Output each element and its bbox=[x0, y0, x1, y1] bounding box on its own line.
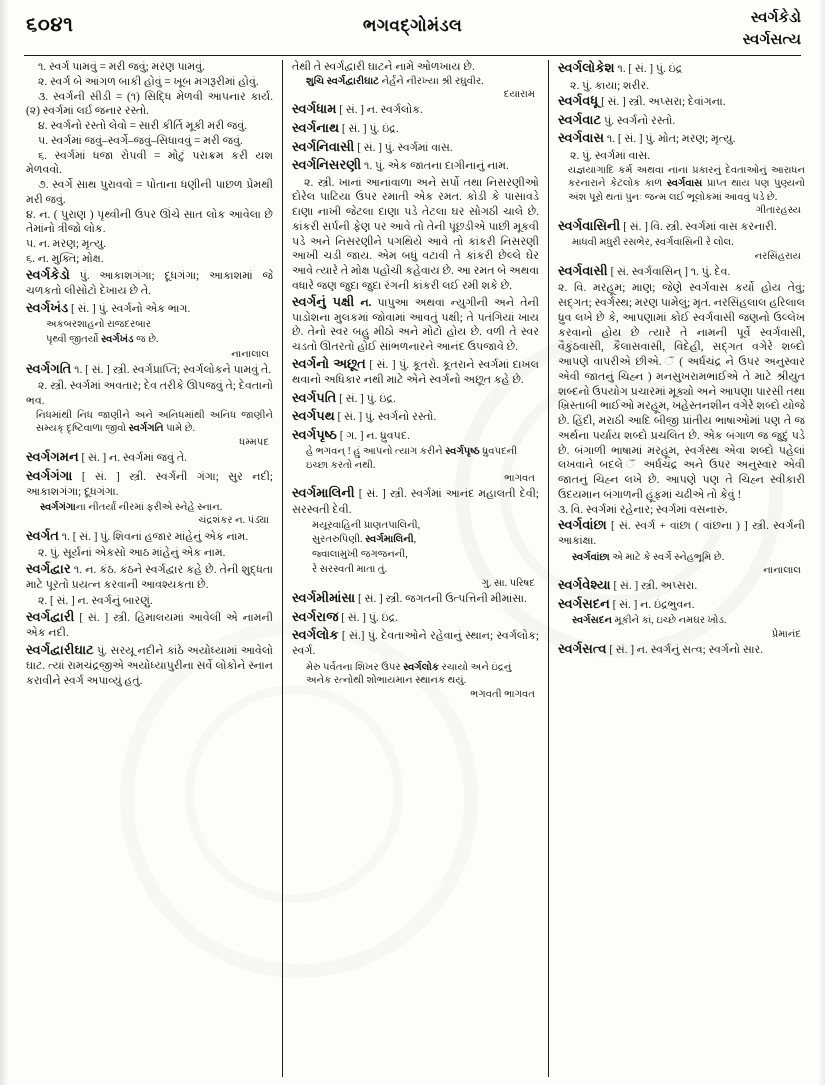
entry-definition: [ સં. ] સ્ત્રી. અપ્સરા. bbox=[610, 580, 698, 593]
dictionary-entry bbox=[292, 627, 539, 659]
dictionary-entry bbox=[26, 528, 273, 545]
dictionary-entry bbox=[292, 590, 539, 607]
dictionary-entry bbox=[292, 390, 539, 407]
verse-line: સુરતરુપિણી. સ્વર્ગમાલિની, bbox=[312, 534, 417, 546]
entry-definition: [ સં. ] સ્ત્રી. સ્વર્ગની ગંગા; સુર નદી; આકાશગંગા; દૂધગંગા. bbox=[26, 470, 273, 498]
citation-quote: સ્વર્ગસદન મૂકીને કાં, ઇચ્છે નમઘર ખોડ. bbox=[572, 615, 727, 627]
entry-definition: ૧. [ સં. ] પું. ઇંદ્ર bbox=[614, 63, 683, 75]
dictionary-entry bbox=[292, 609, 539, 626]
entry-definition: [ સં. ] પું. સ્વર્ગનો રસ્તો. bbox=[334, 411, 437, 424]
verse-line-block bbox=[26, 333, 273, 361]
dictionary-entry bbox=[558, 641, 805, 658]
entry-definition: [ સં. ] ન. સ્વર્ગનું સત્વ; સ્વર્ગનો સાર. bbox=[606, 644, 764, 657]
entry-headword: સ્વર્ગગમન bbox=[26, 450, 79, 465]
citation-source: ચંદ્રશંકર ન. પંડ્યા bbox=[198, 515, 269, 527]
entry-definition: ૧. [ સં. ] પું. મોત; મરણ; મૃત્યુ. bbox=[604, 133, 736, 146]
verse-line: મયૂરવાહિની પ્રાણતપાલિની, bbox=[312, 519, 421, 531]
dictionary-entry bbox=[26, 267, 273, 299]
entry-headword: સ્વર્ગનિસરણી bbox=[292, 158, 362, 173]
entry-headword: સ્વર્ગવાસી bbox=[558, 263, 608, 278]
entry-definition: ૧. ન. કંઠ. કંઠને સ્વર્ગદ્વાર કહે છે. તેની શુદ્ધતા માટે પૂરતો પ્રયત્ન કરવાની આવશ્યકતા છે. bbox=[26, 563, 273, 591]
dictionary-entry bbox=[292, 294, 539, 355]
entry-sense: ૨. પું. કાયા; શરીર. bbox=[570, 79, 649, 92]
entry-sense: ૪. સ્વર્ગનો રસ્તો લેવો = સારી કીર્તિ મૂકી મરી જવું. bbox=[38, 120, 248, 132]
entry-sense: ૭. સ્વર્ગે સાથ પુરાવવો = પોતાના ધણીની પાછળ પ્રેમથી મરી જવું. bbox=[26, 179, 273, 206]
dictionary-entry bbox=[558, 112, 805, 129]
dictionary-entry bbox=[558, 596, 805, 613]
citation-quote: સ્વર્ગગંગાના નીતર્યાં નીરમાં ફરીએ સ્નેહે સ્નાન. bbox=[40, 501, 223, 513]
dictionary-entry bbox=[26, 642, 273, 689]
citation-block bbox=[558, 236, 805, 263]
dictionary-entry bbox=[26, 361, 273, 378]
entry-sense: ૬. સ્વર્ગમાં ધજા રોપવી = મોટું પરાક્રમ કરી યશ મેળવવો. bbox=[26, 149, 273, 177]
citation-source: ધમ્મપદ bbox=[239, 436, 269, 448]
guide-word-first: સ્વર્ગકેડો bbox=[750, 10, 801, 26]
dictionary-entry bbox=[558, 130, 805, 147]
dictionary-entry bbox=[26, 468, 273, 500]
column-three bbox=[549, 60, 807, 1077]
verse-line: પૃથ્વી જીતર્યો સ્વર્ગખંડ જ છે. bbox=[46, 333, 159, 345]
citation-quote: સ્વર્ગવાંછા એ માટે કે સ્વર્ગે સ્નેહભૂમિ છે. bbox=[572, 551, 725, 563]
entry-definition: [ સં. ] પું. સ્વર્ગમાં વાસ. bbox=[354, 141, 453, 154]
entry-sense: ૧. સ્વર્ગ પામવું = મરી જવું; મરણ પામવું. bbox=[38, 61, 205, 73]
dictionary-entry bbox=[292, 356, 539, 388]
dictionary-entry bbox=[558, 218, 805, 235]
citation-block bbox=[292, 445, 539, 485]
entry-definition: [ સં. સ્વર્ગવાસિન્ ] ૧. પું. દેવ. bbox=[607, 265, 731, 278]
dictionary-entry bbox=[558, 93, 805, 110]
text-columns bbox=[22, 60, 807, 1077]
dictionary-entry bbox=[292, 139, 539, 156]
entry-sense: ૨. સ્ત્રી. સ્વર્ગમાં અવતાર; દેવ તરીકે ઊપજવું તે; દેવતાનો ભવ. bbox=[26, 380, 273, 407]
citation-source: ગીતારહસ્ય bbox=[755, 205, 801, 217]
book-title: ભગવદ્ગોમંડલ bbox=[362, 16, 463, 35]
entry-definition: [ સં. ] પું. ઇંદ્ર. bbox=[336, 392, 396, 405]
entry-headword: સ્વર્ગદ્વારી bbox=[26, 609, 75, 624]
entry-headword: સ્વર્ગવાંછા bbox=[558, 518, 607, 533]
verse-headword-bold: સ્વર્ગખંડ bbox=[101, 333, 134, 345]
entry-headword: સ્વર્ગલોકેશ bbox=[558, 61, 615, 75]
citation-quote: નિધમાંથી નિધ જાણીને અને અનિધમાંથી અનિધ જાણીને સમ્યક્ દૃષ્ટિવાળા જીવો સ્વર્ગગતિ પામે છે. bbox=[36, 409, 273, 435]
entry-definition: [ સં. ] પું. ઇંદ્ર. bbox=[338, 611, 398, 624]
entry-headword: સ્વર્ગત bbox=[26, 528, 59, 543]
entry-headword: સ્વર્ગલોક bbox=[292, 628, 339, 643]
entry-headword: સ્વર્ગનો અછૂત bbox=[292, 357, 366, 372]
entry-definition: [ સં. ] પું. ઇંદ્ર. bbox=[339, 123, 399, 135]
entry-definition: [ સં. ] સ્ત્રી. સ્વર્ગમાં આનંદ મહાલતી દેવી; સરસ્વતી દેવી. bbox=[292, 488, 539, 516]
citation-quote: માધવી મધુરી રસભેર, સ્વર્ગવાસિની રે લોલ. bbox=[572, 237, 734, 249]
dictionary-entry bbox=[292, 120, 539, 137]
dictionary-entry bbox=[558, 517, 805, 549]
entry-headword: સ્વર્ગખંડ bbox=[26, 300, 69, 315]
entry-definition: પું. આકાશગંગા; દૂધગંગા; આકાશમાં જે ચળકતો લીસોટો દેખાય છે તે. bbox=[26, 269, 273, 297]
citation-quote: હે ભગવન્ ! હું આપનો ત્યાગ કરીને સ્વર્ગપૃષ્ઠ ધ્રુવપદની ઇચ્છા કરતો નથી. bbox=[306, 446, 518, 471]
verse-line: રે સરસ્વતી માતા તું. bbox=[312, 563, 388, 575]
entry-definition: [ સં. ] સ્ત્રી. જગતની ઉત્પત્તિની મીમાંસા. bbox=[355, 593, 527, 606]
citation-source: પ્રેમાનંદ bbox=[771, 628, 801, 640]
entry-sense: ૫. સ્વર્ગમાં જવું–સ્વર્ગે–જવું–સિધાવવું = મરી જવું. bbox=[38, 134, 243, 147]
entry-sense: ૫. ન. મરણ; મૃત્યુ. bbox=[26, 238, 107, 250]
entry-headword: સ્વર્ગધામ bbox=[292, 102, 337, 117]
citation-block bbox=[558, 164, 805, 218]
entry-sense: ૪. ન. ( પુરાણ ) પૃથ્વીની ઉપર ઊંચે સાત લોક આવેલા છે તેમાંનો ત્રીજો લોક. bbox=[26, 208, 273, 236]
citation-block bbox=[292, 75, 539, 102]
entry-headword: સ્વર્ગપતિ bbox=[292, 390, 337, 405]
entry-headword: સ્વર્ગમાલિની bbox=[292, 486, 355, 501]
entry-sense: ૨. પું. સૂર્યનાં એકસો આઠ માંહેનું એક નામ. bbox=[38, 547, 226, 560]
entry-definition: [ સં. ] પું. કૂતરો. કૂતરાને સ્વર્ગમાં દાખલ થવાનો અધિકાર નથી માટે એને સ્વર્ગનો અછૂત કહે છે. bbox=[292, 359, 539, 387]
entry-sense: ૨. સ્વર્ગ બે આંગળ બાકી હોવું = ખૂબ મગરૂરીમાં હોવું. bbox=[38, 75, 259, 88]
page-header bbox=[0, 0, 825, 58]
scan-edge-shadow-left bbox=[0, 0, 9, 1085]
entry-sense: ૨. પું. સ્વર્ગમાં વાસ. bbox=[570, 149, 651, 162]
entry-headword: સ્વર્ગદ્વાર bbox=[26, 561, 71, 576]
entry-definition: પું. સરયૂ નદીને કાંઠે અયોધ્યામાં આવેલો ઘાટ. ત્યાં રામચંદ્રજીએ અયોધ્યાપુરીના સર્વે લોકોને સ્નાન કરાવીને સ્વર્ગ અપાવ્યું હતું. bbox=[26, 645, 273, 687]
dictionary-entry bbox=[558, 577, 805, 594]
entry-headword: સ્વર્ગવાટ bbox=[558, 112, 602, 127]
citation-block bbox=[26, 409, 273, 449]
entry-definition: [ સં. ] ન. ઇંદ્રભુવન. bbox=[609, 598, 695, 611]
citation-block bbox=[558, 551, 805, 578]
citation-source: ગુ. સા. પરિષદ bbox=[481, 578, 535, 590]
dictionary-entry bbox=[292, 427, 539, 444]
verse-line: અકબરશાહનો રાજદરબાર bbox=[46, 319, 151, 331]
entry-sense: ૨. વિ. મરહૂમ; માણ; જેણે સ્વર્ગવાસ કર્યો હોય તેવું; સદ્ગત; સ્વર્ગસ્થ; મરણ પામેલું; મૃત. નરસિંહલાલ હરિલાલ ધ્રુવ લખે છે કે, આપણામાં કોઈ સ્વર્ગવાસી જણનો ઉલ્લેખ કરવાનો હોય છે ત્યારે તે નામની પૂર્વે સ્વર્ગવાસી, વૈકુંઠવાસી, કૈલાસવાસી, વિદેહી, સદ્ગત વગેરે શબ્દો આપણે વાપરીએ છીએ. ઁ ( અર્ધચંદ્ર ને ઉપર અનુસ્વાર એવી જાતનું ચિહ્ન ) મનસુખરામભાઈએ તે માટે શ્રીયુત શબ્દનો ઉપયોગ પ્રચારમાં મૂક્યો અને આપણા પારસી તથા ખ્રિસ્તાબી ભાઈઓ મરહૂમ, ખહેસ્તનશીન વગેરે શબ્દો યોજે છે. હિંદી, મરાઠી આદિ બીજી પ્રાંતીય ભાષાઓમાં પણ તે જ અર્થના પર્યાય શબ્દો પ્રચલિત છે. એક બંગાળ જ જુદું પડે છે. બંગાળી ભાષામાં મરહૂમ, સ્વર્ગસ્થ એવા શબ્દો પહેલાં લખવાને બદલે ઁ અર્ધચંદ્ર અને ઉપર અનુસ્વાર એવી જાતનું ચિહ્ન લખે છે. આપણે પણ તે ચિહ્ન સ્વીકારી ઉદયમાન બંગાળની હૂંફમાં ચઢીએ તો કેવું ! bbox=[558, 282, 805, 501]
dictionary-entry bbox=[292, 101, 539, 118]
entry-headword: સ્વર્ગવાસ bbox=[558, 131, 605, 146]
citation-block bbox=[26, 501, 273, 528]
entry-definition: [ સં. ] સ્ત્રી. હિમાલયમાં આવેલી એ નામની એક નદી. bbox=[26, 611, 273, 639]
entry-definition: [ ગ. ] ન. ધ્રુવપદ. bbox=[336, 429, 410, 442]
dictionary-entry bbox=[26, 449, 273, 466]
entry-definition: [ સં.] પું. દેવતાઓને રહેવાનું સ્થાન; સ્વર્ગલોક; સ્વર્ગ. bbox=[292, 630, 539, 658]
page-number: ૬૦૪૧ bbox=[26, 14, 74, 36]
verse-line: જ્વાલામુખી જગજનની, bbox=[312, 549, 408, 560]
column-one bbox=[22, 60, 283, 1077]
entry-definition: [ સં. ] ન. સ્વર્ગમાં જવું તે. bbox=[78, 452, 187, 465]
entry-headword: સ્વર્ગસત્વ bbox=[558, 642, 607, 657]
entry-definition: [ સં. ] સ્ત્રી. અપ્સરા; દેવાંગના. bbox=[598, 96, 726, 109]
header-divider-rule bbox=[24, 55, 801, 56]
column-two bbox=[283, 60, 549, 1077]
entry-headword: સ્વર્ગવેશ્યા bbox=[558, 578, 611, 593]
entry-headword: સ્વર્ગરાજ bbox=[292, 609, 339, 624]
citation-source: ભગવતી ભાગવત bbox=[470, 688, 535, 700]
dictionary-entry bbox=[26, 609, 273, 641]
entry-definition: [ સં. ] વિ. સ્ત્રી. સ્વર્ગમાં વાસ કરનારી. bbox=[620, 220, 777, 233]
entry-headword: સ્વર્ગગતિ bbox=[26, 361, 72, 376]
citation-source: નરસિંહરાય bbox=[754, 250, 801, 262]
citation-source: દયારામ bbox=[503, 89, 535, 101]
entry-headword: સ્વર્ગવાસિની bbox=[558, 218, 621, 233]
dictionary-entry bbox=[292, 157, 539, 174]
citation-source: ભાગવત bbox=[504, 473, 535, 485]
continued-text: તેથી તે સ્વર્ગદ્વારી ઘાટને નામે ઓળખાય છે. bbox=[292, 61, 475, 73]
entry-definition: ૧. [ સં. ] સ્ત્રી. સ્વર્ગપ્રાપ્તિ; સ્વર્ગલોકને પામવું તે. bbox=[71, 363, 272, 376]
citation-quote: શુચિ સ્વર્ગદ્વારીઘાટ નેર્હંને નીરખ્યા શ્રી રઘુવીર. bbox=[306, 75, 484, 87]
dictionary-entry bbox=[26, 561, 273, 593]
dictionary-entry bbox=[26, 300, 273, 317]
entry-sense: ૩. વિ. સ્વર્ગમાં રહેનાર; સ્વર્ગમાં વસનારું. bbox=[558, 503, 728, 516]
dictionary-entry bbox=[292, 408, 539, 425]
entry-headword: સ્વર્ગનિવાસી bbox=[292, 139, 355, 154]
entry-headword: સ્વર્ગનાથ bbox=[292, 121, 340, 135]
entry-sense: ૨. સ્ત્રી. ખાનાં આનાંવાળા અને સર્પો તથા નિસરણીઓ દોરેલ પાટિયા ઉપર રમાતી એક રમત. કોડી કે પાસાવડે દાણા નાખી જેટલા દાણા પડે તેટલા ઘર સોગઠી ચાલે છે. કાંકરી સર્પની ફેણ પર આવે તો તેની પૂંછડીએ પાછી મૂકવી પડે અને નિસરણીને પગથિયે આવે તો કાંકરી નિસરણી આખી ચડી જાય. એમ બધું વટાવી તે કાંકરી છેલ્લે ઘેર આવે ત્યારે તે મોક્ષ પહોંચી કહેવાય છે. આ રમત બે અથવા વધારે જણ જુદા જુદા રંગની કાંકરી લઈ રમી શકે છે. bbox=[292, 176, 539, 292]
entry-headword: સ્વર્ગકેડો bbox=[26, 267, 70, 282]
entry-headword: સ્વર્ગમીમાંસા bbox=[292, 591, 356, 606]
entry-headword: સ્વર્ગસદન bbox=[558, 596, 610, 611]
entry-definition: ૧. [ સં. ] પું. શિવનાં હજાર માંહેનું એક નામ. bbox=[58, 530, 249, 543]
entry-definition: [ સં. સ્વર્ગ + વાંછા ( વાંછના ) ] સ્ત્રી. સ્વર્ગની આકાંક્ષા. bbox=[558, 520, 805, 548]
entry-sense: ૨. [ સં. ] ન. સ્વર્ગનું બારણું. bbox=[38, 595, 153, 608]
entry-sense: ૩. સ્વર્ગની સીડી = (૧) સિદ્ધિ મેળવી આપનાર કાર્ય. (૨) સ્વર્ગમાં લર્ઇ જનાર રસ્તો. bbox=[26, 90, 273, 118]
citation-source: નાનાલાલ bbox=[763, 565, 801, 577]
dictionary-entry bbox=[558, 263, 805, 280]
guide-word-last: સ્વર્ગસત્ય bbox=[742, 31, 801, 48]
scan-edge-shadow-right bbox=[818, 0, 825, 1085]
citation-block bbox=[292, 661, 539, 701]
citation-quote: મેરુ પર્વતના શિખર ઉપર સ્વર્ગલોક રચાયો અને ઇંદ્રનું અનેક રત્નોથી શોભાયમાન સ્થાનક થયું. bbox=[306, 661, 512, 687]
citation-quote: યજ્ઞયાગાદિ કર્મ અથવા નાના પ્રકારનું દેવતાઓનું આરાધન કરનારાને કેટલોક કાળ સ્વર્ગવાસ પ્રાપ્ત થાય પણ પુણ્યનો અંશ પૂરો થતાં પુનઃ જન્મ લઈ ભૂલોકમાં આવવું પડે છે. bbox=[568, 164, 805, 203]
entry-definition: પું. સ્વર્ગનો રસ્તો. bbox=[601, 114, 676, 127]
entry-definition: ન. પાપુઆ અથવા ન્યુગીની અને તેની પાડોશના મુલકમાં જોવામાં આવતું પક્ષી; તે પતંગિયાં ખાય છે. તેનો સ્વર બહુ મીઠો અને મોટો હોય છે. વળી તે સ્વર ચડતો ઊતરતો હોઈ સાંભળનારને આનંદ ઉપજાવે છે. bbox=[292, 296, 539, 354]
entry-sense: ૬. ન. મુક્તિ; મોક્ષ. bbox=[26, 252, 104, 265]
guide-words bbox=[743, 8, 801, 52]
entry-headword: સ્વર્ગવધૂ bbox=[558, 94, 599, 109]
entry-definition: ૧. પું. એક જાતના દાગીનાનું નામ. bbox=[361, 160, 509, 173]
entry-definition: [ સં. ] પું. સ્વર્ગનો એક ભાગ. bbox=[68, 302, 191, 315]
entry-headword: સ્વર્ગગંગા bbox=[26, 468, 73, 483]
citation-block bbox=[558, 614, 805, 641]
dictionary-entry bbox=[292, 485, 539, 517]
entry-headword: સ્વર્ગપૃષ્ઠ bbox=[292, 427, 337, 442]
citation-source: નાનાલાલ bbox=[231, 348, 269, 360]
entry-definition: [ સં. ] ન. સ્વર્ગલોક. bbox=[336, 104, 423, 117]
entry-headword: સ્વર્ગનું પક્ષી bbox=[292, 294, 355, 309]
dictionary-entry bbox=[558, 60, 805, 77]
entry-headword: સ્વર્ગદ્વારીઘાટ bbox=[26, 643, 94, 658]
entry-headword: સ્વર્ગપથ bbox=[292, 409, 335, 424]
